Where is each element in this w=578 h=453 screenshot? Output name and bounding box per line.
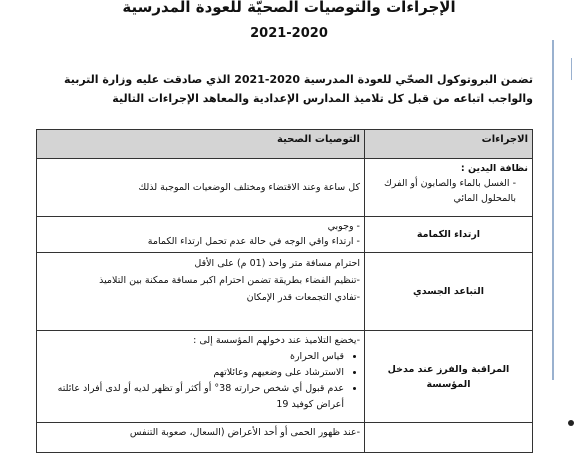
list-item: • قياس الحرارة	[41, 349, 344, 365]
page-edge-rule	[552, 40, 554, 380]
recommendation-line: - ارتداء واقي الوجه في حالة عدم تحمل ارتداء الكمامة	[147, 236, 360, 247]
side-margin-mark	[571, 58, 578, 80]
table-row	[37, 159, 533, 217]
recommendation-cell	[37, 159, 365, 217]
recommendation-text: كل ساعة وعند الاقتضاء ومختلف الوضعيات الموجبة لذلك	[138, 182, 360, 193]
recommendation-cell	[37, 331, 365, 423]
table-row	[37, 217, 533, 253]
action-cell: المراقبة والفرز عند مدخل المؤسسة	[365, 331, 533, 423]
header-actions: الاجراءات	[365, 130, 533, 159]
recommendation-cell	[37, 423, 365, 453]
side-margin-dot	[568, 420, 574, 426]
table-row	[37, 331, 533, 423]
recommendation-line: - وجوبي	[327, 221, 360, 232]
intro-paragraph: تضمن البروتوكول الصحّي للعودة المدرسية 2020-2021 الذي صادقت عليه وزارة التربية والواجب اتباعه من قبل كل تلاميذ المدارس الإعدادية والمعاهد الإجراءات التالية	[64, 73, 533, 105]
action-cell	[365, 159, 533, 217]
action-cell: التباعد الجسدي	[365, 253, 533, 331]
document-year: 2021-2020	[250, 26, 328, 41]
recommendation-intro: -يخضع التلاميذ عند دخولهم المؤسسة إلى :	[193, 335, 360, 346]
action-title: نظافة اليدين :	[460, 163, 528, 174]
recommendation-list	[41, 349, 360, 413]
recommendation-cell	[37, 253, 365, 331]
table-row	[37, 423, 533, 453]
document-title: الإجراءات والتوصيات الصحيّة للعودة المدرسية	[122, 0, 456, 16]
table-header-row	[37, 130, 533, 159]
action-item: - الغسل بالماء والصابون أو الفرك بالمحلول المائي	[383, 178, 516, 204]
list-item: • عدم قبول أي شخص حرارته 38° أو أكثر أو تظهر لديه أو لدى أفراد عائلته أعراض كوفيد 19	[41, 381, 344, 413]
table-row	[37, 253, 533, 331]
action-cell	[365, 423, 533, 453]
recommendation-line: -تنظيم الفضاء بطريقة تضمن احترام اكبر مسافة ممكنة بين التلاميذ	[99, 275, 360, 286]
health-measures-table	[36, 129, 533, 453]
recommendation-cell	[37, 217, 365, 253]
recommendation-line: -تفادي التجمعات قدر الإمكان	[246, 292, 360, 303]
header-recommendations: التوصيات الصحية	[37, 130, 365, 159]
action-cell: ارتداء الكمامة	[365, 217, 533, 253]
list-item: • الاسترشاد على وضعيهم وعائلاتهم	[41, 365, 344, 381]
recommendation-line: -عند ظهور الحمى أو أحد الأعراض (السعال، صعوبة التنفس	[129, 427, 360, 438]
recommendation-line: احترام مسافة متر واحد (01 م) على الأقل	[194, 258, 360, 269]
